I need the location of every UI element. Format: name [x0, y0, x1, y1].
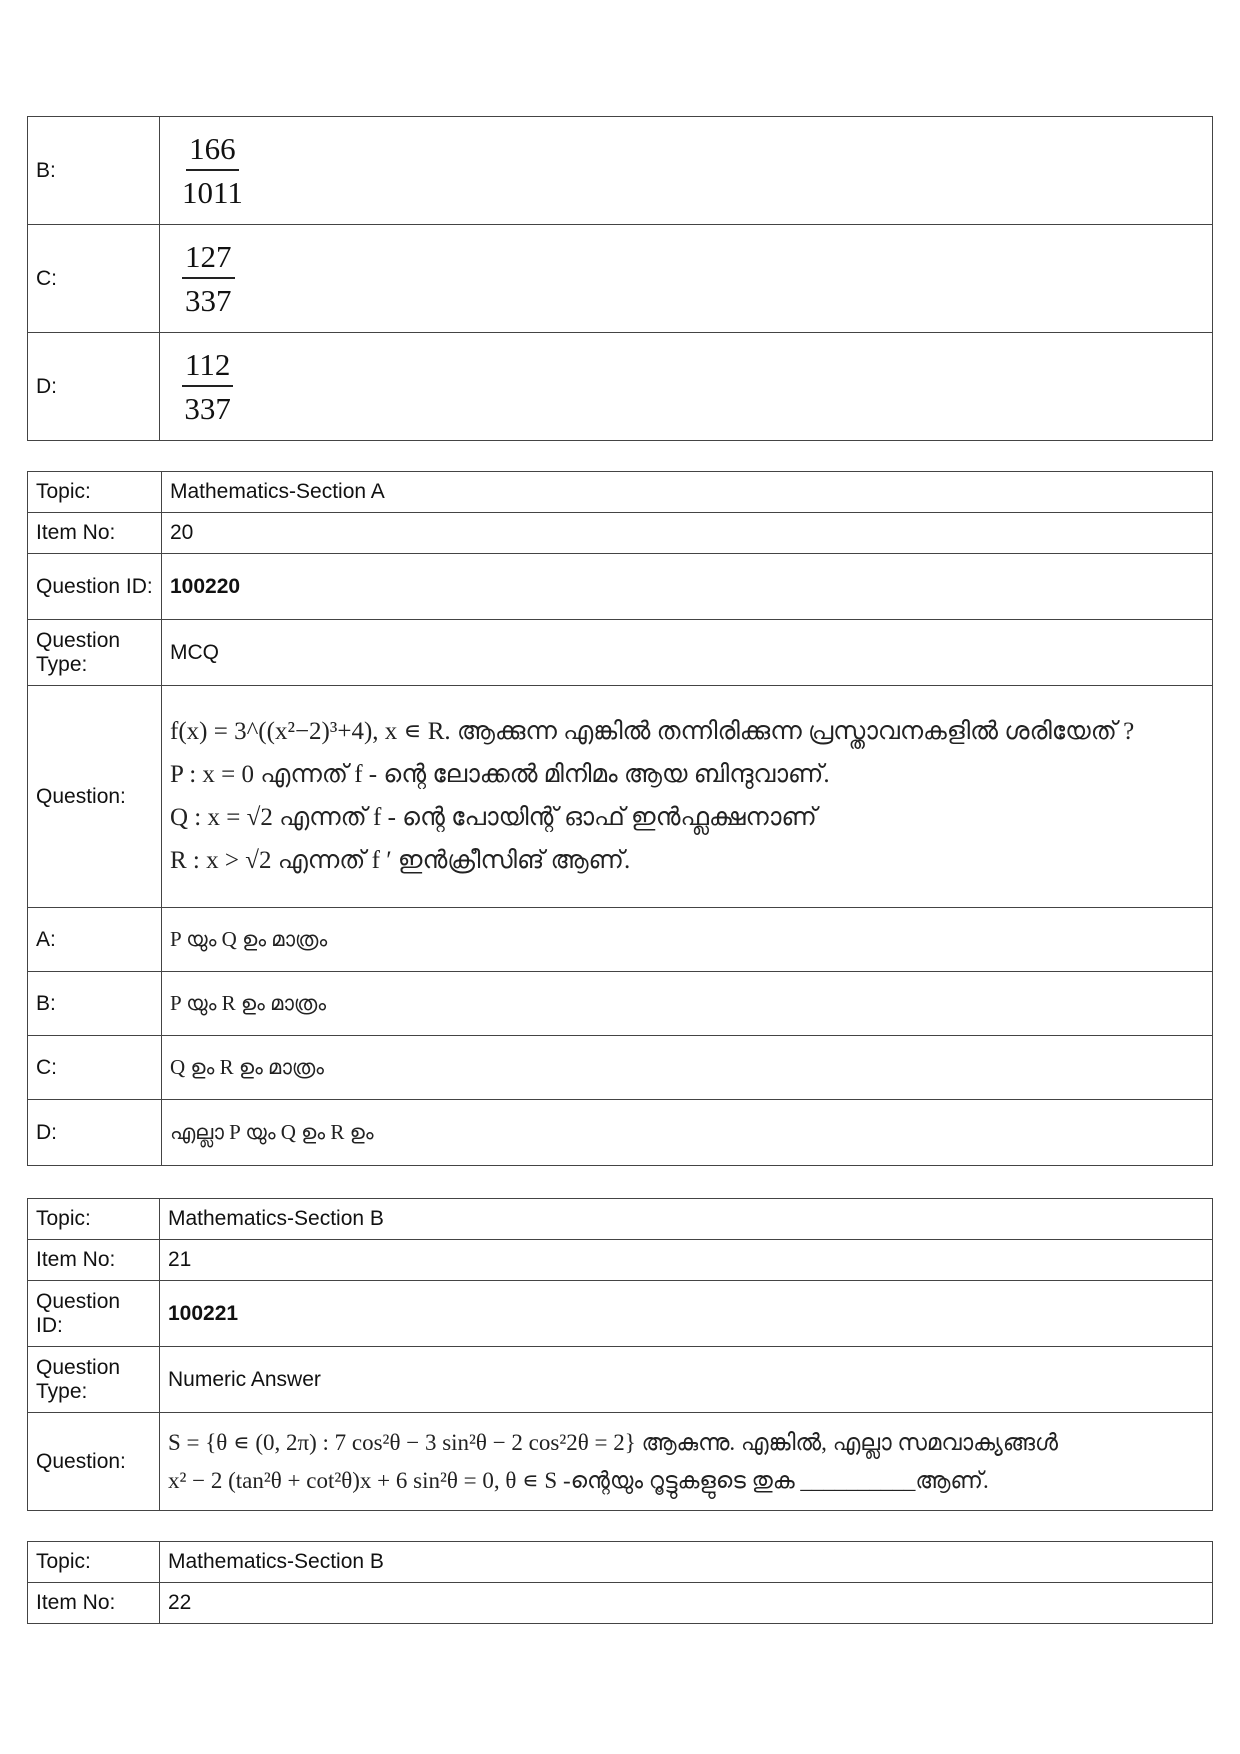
option-row	[28, 1036, 1213, 1100]
question-type-label: Question Type:	[28, 1347, 160, 1413]
topic-label: Topic:	[28, 1542, 160, 1583]
option-text: P യും Q ഉം മാത്രം	[162, 908, 1213, 972]
item-no-label: Item No:	[28, 1583, 160, 1624]
item-no-value: 21	[160, 1240, 1213, 1281]
question-id-value: 100221	[160, 1281, 1213, 1347]
fraction-denominator: 337	[184, 390, 231, 426]
question-line: x² − 2 (tan²θ + cot²θ)x + 6 sin²θ = 0, θ ∊ S -ന്റെയും റൂട്ടുകളുടെ തുക __________ആണ്.	[168, 1467, 989, 1493]
option-text: P യും R ഉം മാത്രം	[162, 972, 1213, 1036]
question-line: f(x) = 3^((x²−2)³+4), x ∊ R. ആക്കുന്ന എങ്കിൽ തന്നിരിക്കുന്ന പ്രസ്താവനകളിൽ ശരിയേത് ?	[170, 718, 1135, 745]
fraction-denominator: 1011	[182, 174, 243, 210]
option-label: B:	[28, 972, 162, 1036]
option-row	[28, 225, 1213, 333]
question-table-item-22	[27, 1541, 1213, 1624]
option-row	[28, 908, 1213, 972]
fraction-numerator: 166	[186, 131, 239, 171]
fraction	[182, 347, 233, 427]
fraction	[182, 131, 243, 211]
question-label: Question:	[28, 1413, 160, 1511]
topic-value: Mathematics-Section B	[160, 1199, 1213, 1240]
question-label: Question:	[28, 686, 162, 908]
question-line: P : x = 0 എന്നത് f - ന്റെ ലോക്കൽ മിനിമം ആയ ബിന്ദുവാണ്.	[170, 761, 830, 788]
item-no-value: 22	[160, 1583, 1213, 1624]
question-id-label: Question ID:	[28, 1281, 160, 1347]
topic-value: Mathematics-Section B	[160, 1542, 1213, 1583]
option-label: C:	[28, 225, 160, 333]
question-body	[162, 686, 1213, 908]
question-line: Q : x = √2 എന്നത് f - ന്റെ പോയിന്റ് ഓഫ് ഇൻഫ്ലക്ഷനാണ്	[170, 804, 817, 831]
question-id-value: 100220	[162, 554, 1213, 620]
question-id-label: Question ID:	[28, 554, 162, 620]
option-label: C:	[28, 1036, 162, 1100]
topic-label: Topic:	[28, 472, 162, 513]
question-table-item-20	[27, 471, 1213, 1166]
question-type-label: Question Type:	[28, 620, 162, 686]
fraction-numerator: 127	[182, 239, 235, 279]
question-line: R : x > √2 എന്നത് f ′ ഇൻക്രീസിങ് ആണ്.	[170, 847, 631, 874]
option-value	[160, 117, 1213, 225]
option-row	[28, 1100, 1213, 1166]
item-no-label: Item No:	[28, 1240, 160, 1281]
item-no-value: 20	[162, 513, 1213, 554]
question-body	[160, 1413, 1213, 1511]
question-type-value: MCQ	[162, 620, 1213, 686]
option-label: D:	[28, 333, 160, 441]
fraction	[182, 239, 235, 319]
option-row	[28, 117, 1213, 225]
option-row	[28, 972, 1213, 1036]
option-value	[160, 225, 1213, 333]
prev-question-options-table	[27, 116, 1213, 441]
item-no-label: Item No:	[28, 513, 162, 554]
option-label: B:	[28, 117, 160, 225]
option-value	[160, 333, 1213, 441]
question-table-item-21	[27, 1198, 1213, 1511]
option-label: A:	[28, 908, 162, 972]
fraction-denominator: 337	[185, 282, 232, 318]
topic-value: Mathematics-Section A	[162, 472, 1213, 513]
question-line: S = {θ ∊ (0, 2π) : 7 cos²θ − 3 sin²θ − 2 cos²2θ = 2} ആകുന്നു. എങ്കിൽ, എല്ലാ സമവാക്യങ്ങൾ	[168, 1429, 1059, 1455]
option-text: Q ഉം R ഉം മാത്രം	[162, 1036, 1213, 1100]
option-row	[28, 333, 1213, 441]
question-type-value: Numeric Answer	[160, 1347, 1213, 1413]
option-text: എല്ലാ P യും Q ഉം R ഉം	[162, 1100, 1213, 1166]
topic-label: Topic:	[28, 1199, 160, 1240]
fraction-numerator: 112	[182, 347, 233, 387]
option-label: D:	[28, 1100, 162, 1166]
